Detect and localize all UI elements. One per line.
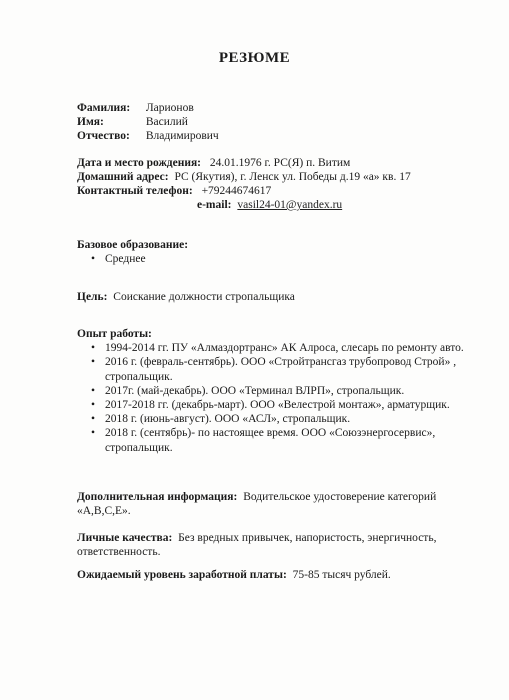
list-item	[91, 412, 495, 427]
personal-value-cont: ответственность.	[77, 546, 161, 558]
surname-row	[77, 101, 194, 115]
patronymic-label: Отчество:	[77, 130, 130, 142]
experience-item-text: 2018 г. (июнь-август). ООО «АСЛ», стропальщик.	[105, 413, 351, 425]
email-link[interactable]: vasil24-01@yandex.ru	[237, 199, 343, 211]
experience-item-text: стропальщик.	[105, 441, 173, 454]
additional-value: Водительское удостоверение категорий	[243, 491, 437, 503]
personal-label: Личные качества:	[77, 532, 173, 544]
experience-heading	[77, 327, 152, 341]
salary-row	[77, 568, 391, 582]
bullet-icon: •	[91, 385, 96, 397]
list-item	[91, 384, 495, 399]
phone-row	[77, 184, 271, 198]
list-item	[91, 398, 495, 413]
personal-row	[77, 531, 436, 545]
additional-row-cont	[77, 504, 131, 518]
bullet-icon: •	[91, 427, 96, 439]
salary-value: 75-85 тысяч рублей.	[292, 569, 391, 581]
goal-row	[77, 290, 295, 304]
birth-label: Дата и место рождения:	[77, 157, 202, 169]
address-row	[77, 170, 411, 184]
experience-item-text: 2017-2018 гг. (декабрь-март). ООО «Велестрой монтаж», арматурщик.	[105, 399, 450, 411]
goal-label: Цель:	[77, 291, 108, 303]
first-name-value: Василий	[145, 116, 188, 128]
list-item	[91, 252, 495, 267]
bullet-icon: •	[91, 253, 96, 265]
experience-item-text: 2018 г. (сентябрь)- по настоящее время. ООО «Союзэнергосервис»,	[105, 427, 436, 439]
address-value: РС (Якутия), г. Ленск ул. Победы д.19 «а» кв. 17	[174, 171, 411, 183]
list-item	[91, 426, 495, 455]
bullet-icon: •	[91, 342, 96, 354]
first-name-row	[77, 115, 188, 129]
bullet-icon: •	[91, 399, 96, 411]
bullet-icon: •	[91, 356, 96, 368]
experience-item-text: стропальщик.	[105, 370, 173, 383]
email-row	[197, 198, 342, 212]
education-label: Базовое образование:	[77, 239, 189, 251]
goal-value: Соискание должности стропальщика	[113, 291, 295, 303]
personal-value: Без вредных привычек, напористость, энергичность,	[178, 532, 437, 544]
experience-label: Опыт работы:	[77, 328, 152, 340]
patronymic-row	[77, 129, 219, 143]
page-title: РЕЗЮМЕ	[218, 50, 291, 66]
experience-item-text: 2016 г. (февраль-сентябрь). ООО «Стройтрансгаз трубопровод Строй» ,	[105, 356, 457, 368]
personal-row-cont	[77, 545, 160, 559]
education-heading	[77, 238, 188, 252]
education-item: Среднее	[105, 253, 146, 265]
list-item	[91, 355, 495, 384]
surname-value: Ларионов	[145, 102, 194, 114]
experience-item-text: 1994-2014 гг. ПУ «Алмаздортранс» АК Алроса, слесарь по ремонту авто.	[105, 342, 464, 354]
surname-label: Фамилия:	[77, 102, 131, 114]
address-label: Домашний адрес:	[77, 171, 169, 183]
phone-value: +79244674617	[201, 185, 272, 197]
additional-row	[77, 490, 436, 504]
additional-value-cont: «А,В,С,Е».	[77, 505, 131, 517]
bullet-icon: •	[91, 413, 96, 425]
email-label: e-mail:	[197, 199, 232, 211]
salary-label: Ожидаемый уровень заработной платы:	[77, 569, 287, 581]
phone-label: Контактный телефон:	[77, 185, 193, 197]
list-item	[91, 341, 495, 356]
additional-label: Дополнительная информация:	[77, 491, 238, 503]
birth-value: 24.01.1976 г. РС(Я) п. Витим	[209, 157, 351, 169]
experience-item-text: 2017г. (май-декабрь). ООО «Терминал ВЛРП», стропальщик.	[105, 385, 405, 397]
first-name-label: Имя:	[77, 116, 104, 128]
patronymic-value: Владимирович	[145, 130, 219, 142]
birth-row	[77, 156, 350, 170]
